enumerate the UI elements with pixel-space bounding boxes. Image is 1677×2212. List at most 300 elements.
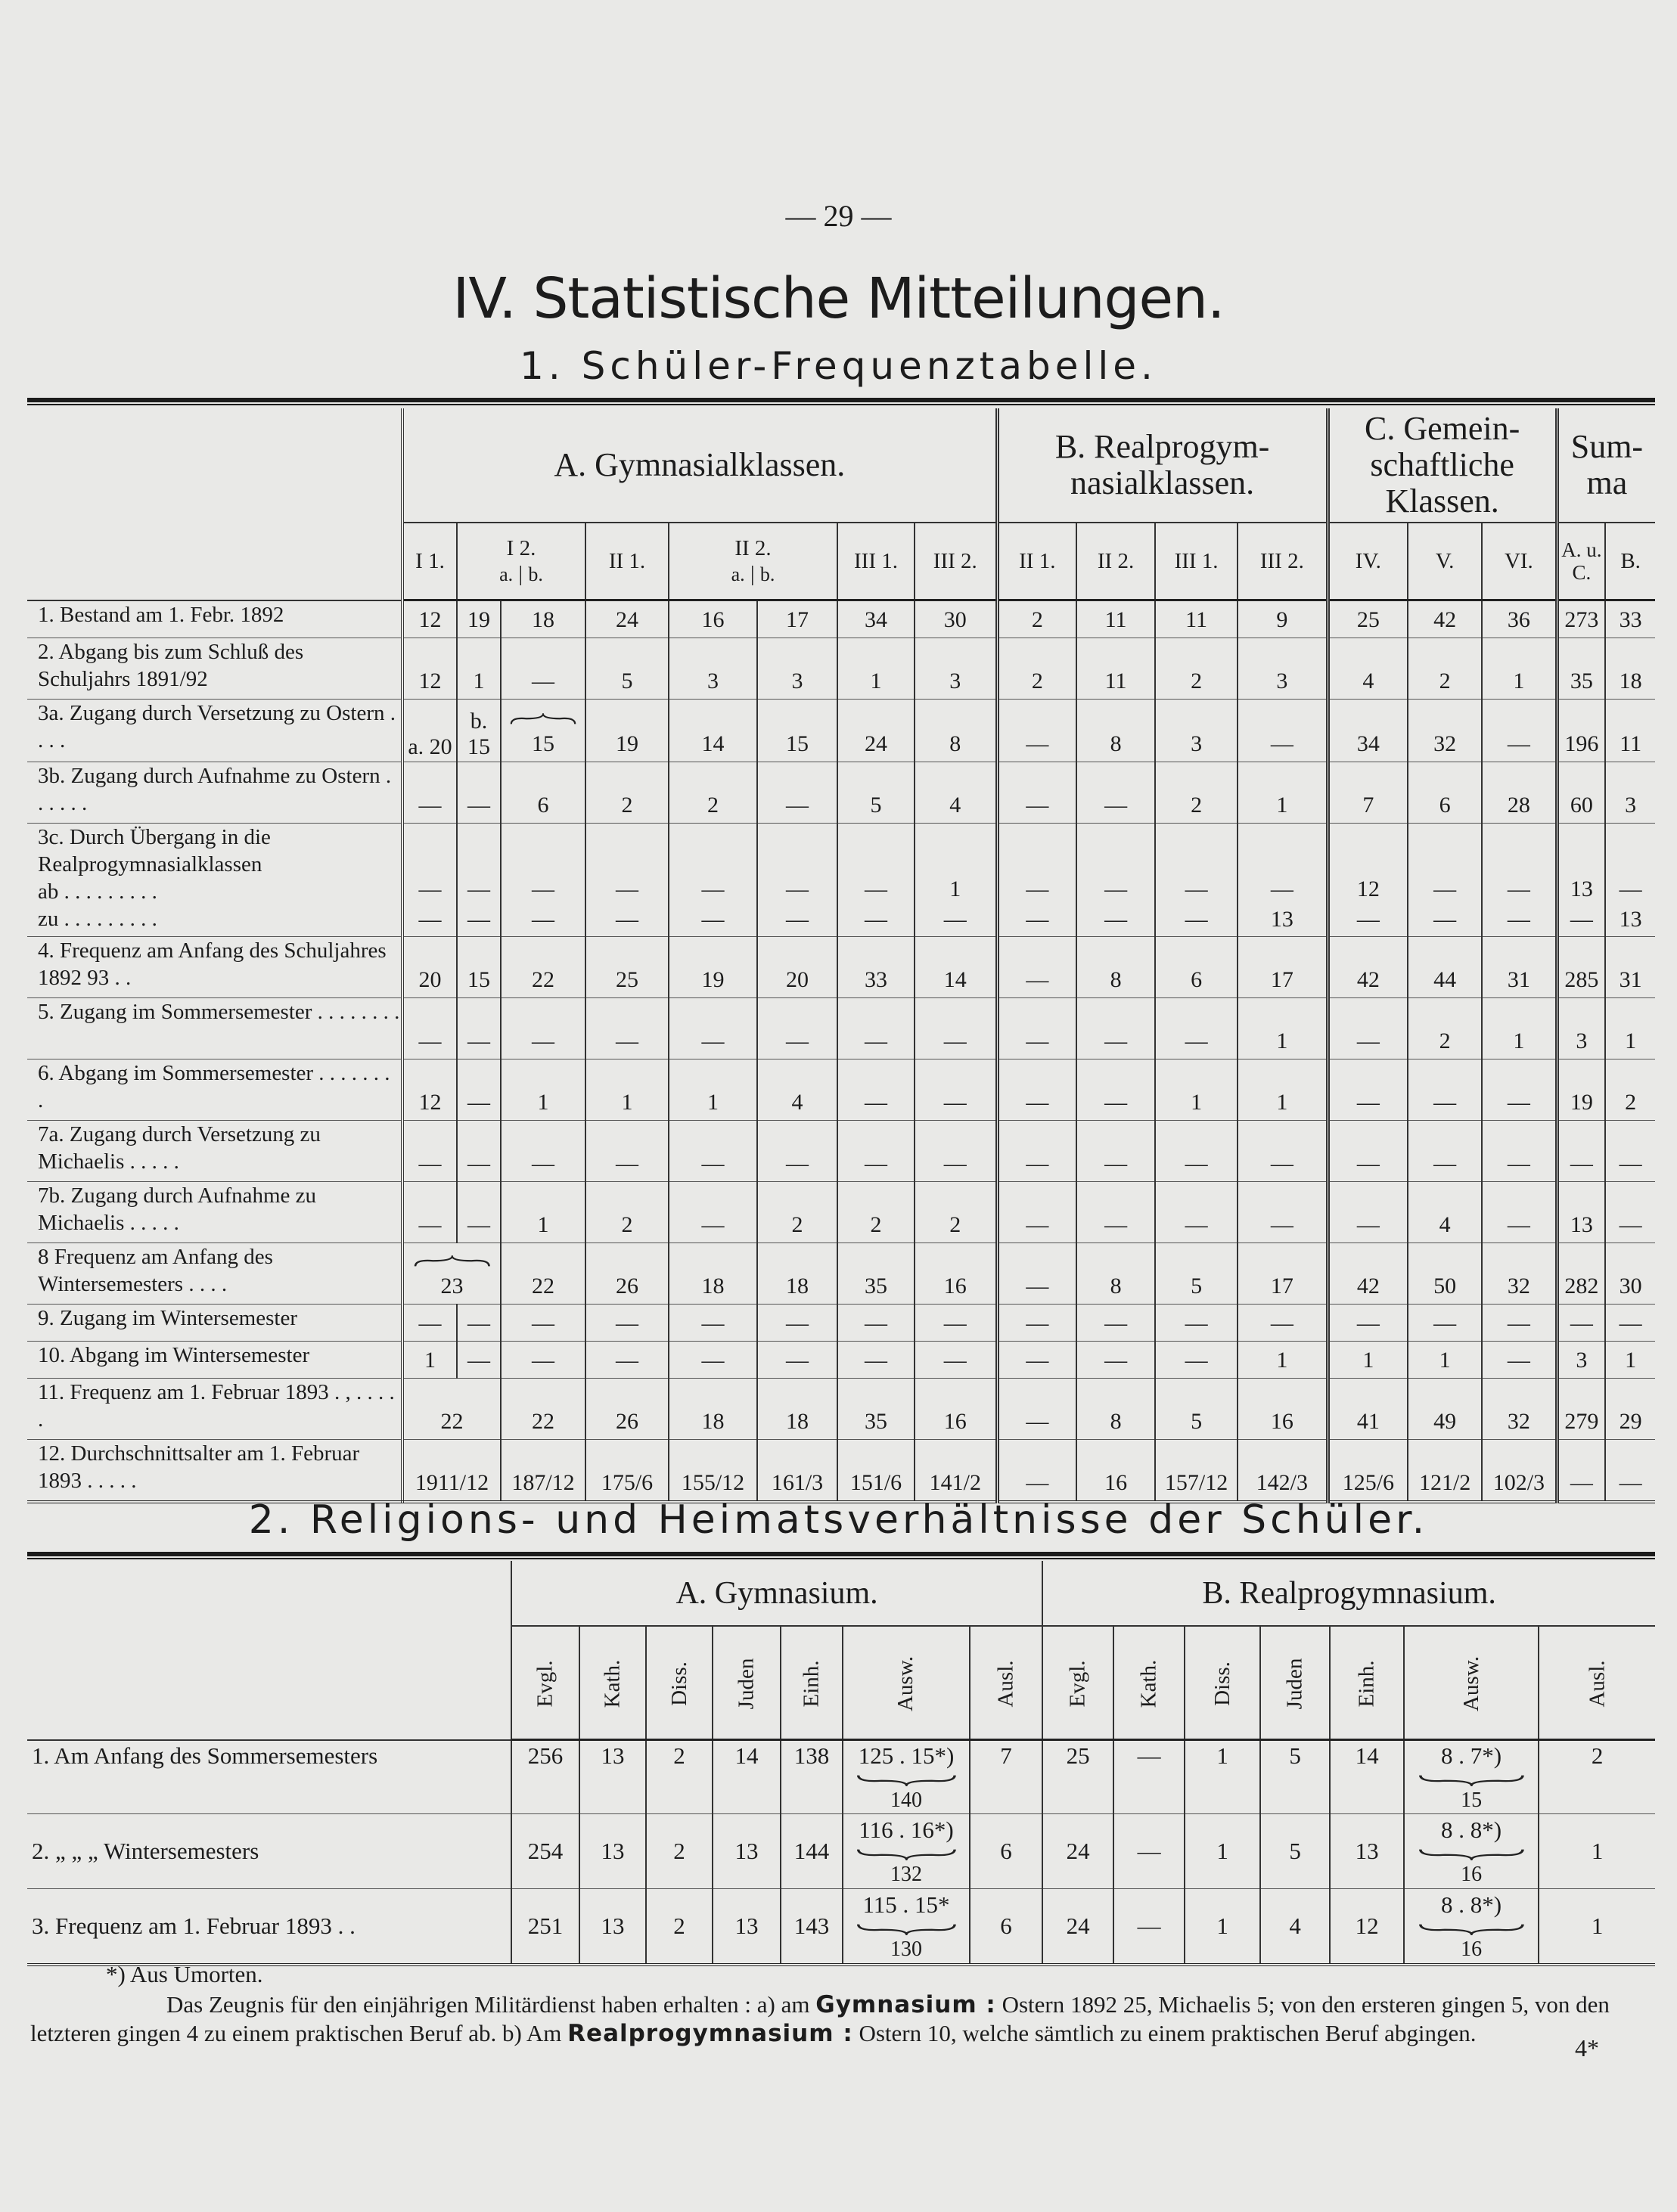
cell: —	[1605, 1305, 1655, 1342]
row-label: 2. Abgang bis zum Schluß des Schuljahrs 1891/92	[27, 638, 402, 700]
col-header-I2: I 2. a. | b.	[457, 523, 585, 600]
cell: 6	[1408, 762, 1482, 824]
row-label: 12. Durchschnittsalter am 1. Februar 1893 . . . . .	[27, 1440, 402, 1503]
col-header-B-II2: II 2.	[1076, 523, 1155, 600]
cell: 1 —	[915, 824, 997, 937]
cell: 2	[1605, 1059, 1655, 1121]
cell: 13 —	[1557, 824, 1605, 937]
col-header: Diss.	[646, 1626, 713, 1740]
cell: —	[997, 1059, 1076, 1121]
cell: 8 . 8*) 16	[1404, 1889, 1539, 1965]
cell: 12	[402, 1059, 457, 1121]
signature-mark: 4*	[1575, 2034, 1599, 2062]
cell: —	[1113, 1889, 1185, 1965]
cell: —	[757, 762, 837, 824]
table-row	[27, 762, 1655, 824]
cell: 15	[501, 700, 585, 762]
cell: 3	[669, 638, 757, 700]
row-label: 11. Frequenz am 1. Februar 1893 . , . . . . .	[27, 1379, 402, 1440]
group-header-gymnasial: A. Gymnasialklassen.	[402, 408, 997, 523]
cell: 22	[402, 1379, 501, 1440]
group-header-realprogym: B. Realprogym-nasialklassen.	[997, 408, 1328, 523]
cell: 1	[1408, 1342, 1482, 1379]
cell: 42	[1328, 937, 1408, 998]
group-header-gymnasium: A. Gymnasium.	[511, 1561, 1042, 1626]
cell: —	[1076, 762, 1155, 824]
cell: —	[1328, 1059, 1408, 1121]
cell: 2	[1408, 638, 1482, 700]
cell: 44	[1408, 937, 1482, 998]
cell: 1	[1605, 998, 1655, 1059]
table-row	[27, 824, 1655, 937]
cell: —	[1408, 1121, 1482, 1182]
table-row	[27, 1440, 1655, 1503]
cell: 1	[1238, 1342, 1328, 1379]
cell: 8 . 7*) 15	[1404, 1740, 1539, 1814]
cell: 11	[1155, 600, 1238, 638]
cell: 19	[457, 600, 501, 638]
col-header: Ausw.	[1404, 1626, 1539, 1740]
cell: 4	[757, 1059, 837, 1121]
cell: 4	[915, 762, 997, 824]
cell: — —	[1155, 824, 1238, 937]
cell: 15	[757, 700, 837, 762]
cell: 18	[1605, 638, 1655, 700]
cell: 1	[1605, 1342, 1655, 1379]
col-header-B-III1: III 1.	[1155, 523, 1238, 600]
cell: —	[669, 1121, 757, 1182]
cell: —	[757, 1305, 837, 1342]
cell: —	[1113, 1740, 1185, 1814]
cell: 11	[1605, 700, 1655, 762]
cell: 2	[646, 1889, 713, 1965]
row-label: 3b. Zugang durch Aufnahme zu Ostern . . . . . .	[27, 762, 402, 824]
cell: —	[1155, 1121, 1238, 1182]
table-row	[27, 937, 1655, 998]
cell: —	[457, 1342, 501, 1379]
cell: —	[837, 1305, 915, 1342]
row-label: 1. Am Anfang des Sommersemesters	[27, 1740, 511, 1814]
cell: —	[997, 1305, 1076, 1342]
cell: 14	[1330, 1740, 1404, 1814]
cell: — —	[1408, 824, 1482, 937]
cell: 22	[501, 937, 585, 998]
table-row	[27, 1243, 1655, 1305]
cell: 6	[501, 762, 585, 824]
cell: 1	[1185, 1740, 1260, 1814]
cell: 1	[585, 1059, 669, 1121]
cell: 3	[1557, 998, 1605, 1059]
row-label: 6. Abgang im Sommersemester . . . . . . . .	[27, 1059, 402, 1121]
cell: 5	[585, 638, 669, 700]
cell: —	[997, 1121, 1076, 1182]
cell: 175/6	[585, 1440, 669, 1503]
cell: 6	[1155, 937, 1238, 998]
cell: —	[915, 1342, 997, 1379]
cell: 35	[1557, 638, 1605, 700]
cell: 3	[1155, 700, 1238, 762]
cell: —	[1408, 1305, 1482, 1342]
cell: —	[1238, 1305, 1328, 1342]
cell: 155/12	[669, 1440, 757, 1503]
cell: 2	[997, 600, 1076, 638]
cell: —	[1076, 998, 1155, 1059]
cell: 30	[915, 600, 997, 638]
cell: —	[915, 1121, 997, 1182]
group-header-realprogymnasium: B. Realprogymnasium.	[1042, 1561, 1655, 1626]
cell: —	[1328, 1182, 1408, 1243]
cell: —	[1328, 998, 1408, 1059]
cell: —	[757, 1342, 837, 1379]
cell: 1	[501, 1059, 585, 1121]
cell: 1	[1185, 1889, 1260, 1965]
cell: 2	[646, 1814, 713, 1889]
cell: — 13	[1238, 824, 1328, 937]
brace-mark	[856, 1922, 957, 1935]
cell: —	[669, 998, 757, 1059]
cell: 256	[511, 1740, 579, 1814]
cell: —	[1408, 1059, 1482, 1121]
cell: 144	[781, 1814, 843, 1889]
cell: —	[1605, 1440, 1655, 1503]
cell: 3	[757, 638, 837, 700]
cell: — —	[669, 824, 757, 937]
table-row	[27, 1740, 1655, 1814]
cell: —	[501, 1305, 585, 1342]
cell: 33	[1605, 600, 1655, 638]
cell: —	[997, 700, 1076, 762]
cell: —	[402, 1305, 457, 1342]
cell: 19	[585, 700, 669, 762]
col-header: Ausw.	[843, 1626, 970, 1740]
cell: 143	[781, 1889, 843, 1965]
cell: 18	[669, 1379, 757, 1440]
cell: —	[837, 1121, 915, 1182]
cell: 18	[669, 1243, 757, 1305]
cell: —	[501, 1342, 585, 1379]
cell: 20	[402, 937, 457, 998]
brace-mark	[414, 1255, 491, 1269]
cell: 1	[1482, 638, 1557, 700]
cell: —	[585, 1305, 669, 1342]
cell: 29	[1605, 1379, 1655, 1440]
cell: —	[757, 998, 837, 1059]
cell: 16	[1238, 1379, 1328, 1440]
table-row	[27, 638, 1655, 700]
col-header-B-II1: II 1.	[997, 523, 1076, 600]
cell: 4	[1408, 1182, 1482, 1243]
cell: — —	[585, 824, 669, 937]
cell: 1	[1482, 998, 1557, 1059]
table-row	[27, 1182, 1655, 1243]
cell: —	[457, 1059, 501, 1121]
row-label: 3c. Durch Übergang in die Realprogymnasialklassen ab . . . . . . . . . zu . . . . . . . . .	[27, 824, 402, 937]
top-rule	[27, 398, 1655, 402]
cell: 34	[837, 600, 915, 638]
cell: 8	[1076, 1379, 1155, 1440]
brace-mark	[1418, 1922, 1525, 1935]
col-header: Evgl.	[1042, 1626, 1113, 1740]
cell: 34	[1328, 700, 1408, 762]
cell: 273	[1557, 600, 1605, 638]
cell: 15	[457, 937, 501, 998]
section2-rule-thin	[27, 1558, 1655, 1559]
section2-rule	[27, 1552, 1655, 1556]
cell: 7	[970, 1740, 1042, 1814]
cell: 1	[1238, 998, 1328, 1059]
frequency-table	[27, 408, 1655, 1503]
page-number: — 29 —	[785, 199, 892, 233]
cell: 279	[1557, 1379, 1605, 1440]
cell: 16	[1076, 1440, 1155, 1503]
table-row	[27, 600, 1655, 638]
col-header-B-III2: III 2.	[1238, 523, 1328, 600]
cell: —	[1557, 1440, 1605, 1503]
group-header-gemeinschaftlich: C. Gemein-schaftliche Klassen.	[1328, 408, 1557, 523]
table-row	[27, 1889, 1655, 1965]
top-rule-thin	[27, 404, 1655, 405]
cell: 9	[1238, 600, 1328, 638]
brace-mark	[856, 1773, 957, 1786]
cell: —	[1238, 1182, 1328, 1243]
cell: 16	[915, 1243, 997, 1305]
cell: —	[1482, 700, 1557, 762]
cell: 26	[585, 1243, 669, 1305]
cell: 11	[1076, 638, 1155, 700]
cell: 32	[1408, 700, 1482, 762]
cell: —	[1155, 1182, 1238, 1243]
cell: 5	[1260, 1814, 1330, 1889]
cell: —	[402, 998, 457, 1059]
cell: —	[997, 1342, 1076, 1379]
cell: 5	[837, 762, 915, 824]
cell: a. 20	[402, 700, 457, 762]
cell: —	[915, 998, 997, 1059]
cell: 121/2	[1408, 1440, 1482, 1503]
cell: 11	[1076, 600, 1155, 638]
col-header: Einh.	[781, 1626, 843, 1740]
cell: 13	[713, 1889, 781, 1965]
footnote-mark: *) Aus Umorten.	[106, 1961, 263, 1987]
col-header: Einh.	[1330, 1626, 1404, 1740]
cell: —	[1076, 1121, 1155, 1182]
cell: —	[457, 998, 501, 1059]
cell: 42	[1408, 600, 1482, 638]
cell: 12	[402, 638, 457, 700]
cell: 13	[713, 1814, 781, 1889]
cell: —	[997, 998, 1076, 1059]
cell: —	[1113, 1814, 1185, 1889]
cell: 20	[757, 937, 837, 998]
cell: 22	[501, 1379, 585, 1440]
cell: —	[997, 1243, 1076, 1305]
col-header: Juden	[1260, 1626, 1330, 1740]
cell: 7	[1328, 762, 1408, 824]
cell: 26	[585, 1379, 669, 1440]
cell: 196	[1557, 700, 1605, 762]
cell: 5	[1155, 1243, 1238, 1305]
cell: 42	[1328, 1243, 1408, 1305]
cell: —	[915, 1305, 997, 1342]
cell: 2	[757, 1182, 837, 1243]
col-header-II1: II 1.	[585, 523, 669, 600]
cell: 1	[1238, 1059, 1328, 1121]
cell: —	[1328, 1305, 1408, 1342]
cell: 2	[837, 1182, 915, 1243]
col-header-IV: IV.	[1328, 523, 1408, 600]
cell: — —	[1076, 824, 1155, 937]
cell: —	[1482, 1059, 1557, 1121]
section1-title: 1. Schüler-Frequenztabelle.	[520, 344, 1157, 388]
cell: 187/12	[501, 1440, 585, 1503]
cell: 157/12	[1155, 1440, 1238, 1503]
cell: 5	[1155, 1379, 1238, 1440]
cell: 1911/12	[402, 1440, 501, 1503]
cell: —	[1605, 1121, 1655, 1182]
cell: 6	[970, 1889, 1042, 1965]
cell: 50	[1408, 1243, 1482, 1305]
cell: 24	[585, 600, 669, 638]
cell: —	[1076, 1059, 1155, 1121]
cell: —	[1482, 1182, 1557, 1243]
row-label: 8 Frequenz am Anfang des Wintersemesters . . . .	[27, 1243, 402, 1305]
cell: 25	[1328, 600, 1408, 638]
cell: — 13	[1605, 824, 1655, 937]
cell: 30	[1605, 1243, 1655, 1305]
cell: —	[1155, 1305, 1238, 1342]
col-header-VI: VI.	[1482, 523, 1557, 600]
cell: 3	[1605, 762, 1655, 824]
row-label: 5. Zugang im Sommersemester . . . . . . . .	[27, 998, 402, 1059]
cell: —	[457, 1121, 501, 1182]
cell: 17	[757, 600, 837, 638]
religion-table	[27, 1561, 1655, 1966]
cell: —	[585, 998, 669, 1059]
table-row	[27, 1121, 1655, 1182]
cell: 8	[1076, 700, 1155, 762]
cell: —	[585, 1121, 669, 1182]
cell: 285	[1557, 937, 1605, 998]
row-label: 1. Bestand am 1. Febr. 1892	[27, 600, 402, 638]
cell: —	[1328, 1121, 1408, 1182]
cell: 254	[511, 1814, 579, 1889]
col-header-sum-AC: A. u. C.	[1557, 523, 1605, 600]
cell: 41	[1328, 1379, 1408, 1440]
cell: 161/3	[757, 1440, 837, 1503]
cell: 22	[501, 1243, 585, 1305]
cell: 49	[1408, 1379, 1482, 1440]
cell: —	[837, 1342, 915, 1379]
cell: 19	[1557, 1059, 1605, 1121]
cell: —	[1605, 1182, 1655, 1243]
col-header: Kath.	[1113, 1626, 1185, 1740]
table-row	[27, 1342, 1655, 1379]
cell: 2	[1408, 998, 1482, 1059]
cell: 17	[1238, 937, 1328, 998]
cell: —	[669, 1305, 757, 1342]
cell: — —	[402, 824, 457, 937]
cell: — —	[837, 824, 915, 937]
cell: 13	[1330, 1814, 1404, 1889]
cell: 1	[1539, 1814, 1655, 1889]
col-header: Juden	[713, 1626, 781, 1740]
cell: 1	[669, 1059, 757, 1121]
col-header-I1: I 1.	[402, 523, 457, 600]
cell: —	[997, 937, 1076, 998]
col-header: Diss.	[1185, 1626, 1260, 1740]
row-label: 3. Frequenz am 1. Februar 1893 . .	[27, 1889, 511, 1965]
cell: —	[669, 1342, 757, 1379]
col-header-III2: III 2.	[915, 523, 997, 600]
cell: 2	[1155, 638, 1238, 700]
cell: —	[457, 1305, 501, 1342]
religion-label-header	[27, 1561, 511, 1740]
row-label: 7b. Zugang durch Aufnahme zu Michaelis . . . . .	[27, 1182, 402, 1243]
cell: —	[402, 1121, 457, 1182]
cell: 1	[457, 638, 501, 700]
cell: —	[1557, 1305, 1605, 1342]
cell: —	[1076, 1342, 1155, 1379]
cell: —	[915, 1059, 997, 1121]
cell: 2	[915, 1182, 997, 1243]
cell: 13	[579, 1814, 646, 1889]
row-label: 9. Zugang im Wintersemester	[27, 1305, 402, 1342]
cell: —	[997, 1379, 1076, 1440]
cell: 4	[1328, 638, 1408, 700]
cell: — —	[1482, 824, 1557, 937]
cell: 60	[1557, 762, 1605, 824]
cell: 8	[915, 700, 997, 762]
cell: 13	[579, 1740, 646, 1814]
col-header-III1: III 1.	[837, 523, 915, 600]
cell: 8	[1076, 1243, 1155, 1305]
cell: 141/2	[915, 1440, 997, 1503]
cell: —	[1482, 1305, 1557, 1342]
cell: 12	[402, 600, 457, 638]
cell: —	[1155, 1342, 1238, 1379]
row-label: 10. Abgang im Wintersemester	[27, 1342, 402, 1379]
cell: 24	[837, 700, 915, 762]
cell: 35	[837, 1243, 915, 1305]
cell: 3	[1238, 638, 1328, 700]
cell: 14	[915, 937, 997, 998]
cell: 5	[1260, 1740, 1330, 1814]
table-row	[27, 998, 1655, 1059]
cell: —	[585, 1342, 669, 1379]
cell: 16	[669, 600, 757, 638]
brace-mark	[1418, 1773, 1525, 1786]
cell: 2	[585, 1182, 669, 1243]
cell: —	[457, 1182, 501, 1243]
cell: 2	[585, 762, 669, 824]
cell: 31	[1605, 937, 1655, 998]
cell: 17	[1238, 1243, 1328, 1305]
cell: — —	[757, 824, 837, 937]
brace-mark	[1418, 1847, 1525, 1860]
cell: 18	[501, 600, 585, 638]
cell: —	[837, 1059, 915, 1121]
cell: —	[501, 1121, 585, 1182]
table-row	[27, 1305, 1655, 1342]
cell: — —	[997, 824, 1076, 937]
cell: —	[1238, 700, 1328, 762]
cell: — —	[457, 824, 501, 937]
row-label: 3a. Zugang durch Versetzung zu Ostern . . . .	[27, 700, 402, 762]
cell: 2	[1539, 1740, 1655, 1814]
cell: —	[837, 998, 915, 1059]
cell: 1	[1238, 762, 1328, 824]
cell: 4	[1260, 1889, 1330, 1965]
